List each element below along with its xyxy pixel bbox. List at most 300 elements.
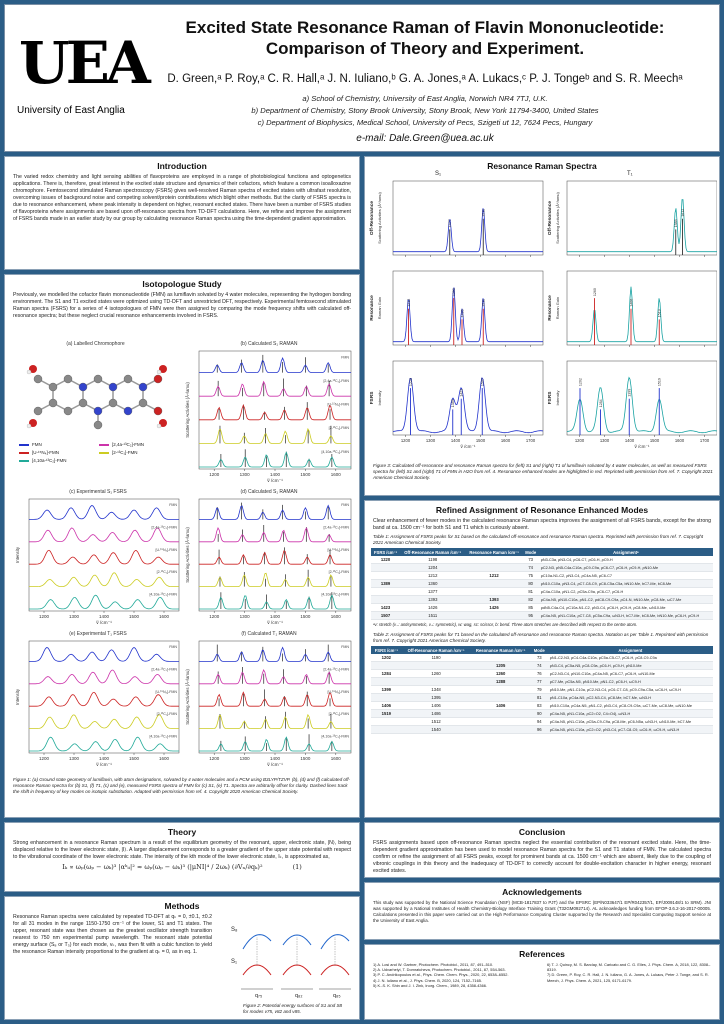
trace-label: [2,4a-¹³C₂]-FMN [151,525,177,530]
atom [94,375,102,383]
table-cell: 1426 [400,604,465,612]
table-cell [371,596,400,604]
isotope-title: Isotopologue Study [142,279,222,289]
x-tick-label: 1500 [128,614,140,619]
table-cell: 79 [531,686,548,694]
rr-peak-label: 1519 [657,378,662,387]
table-cell: 1202 [371,654,402,662]
x-tick-label: 1400 [98,756,110,761]
rr-peak-label: 1511 [481,208,486,217]
table-cell: 1406 [402,702,471,710]
table-row [371,726,713,734]
legend-swatch [99,444,109,446]
spectrum-trace [29,715,179,729]
rr-x-tick-label: 1700 [525,438,536,443]
x-tick-label: 1300 [239,472,250,477]
rr-peak-label: 1426 [460,309,465,318]
table1-header-0: FSRS /cm⁻¹ [371,548,400,556]
rr-spectrum-trace [393,378,543,433]
refs-panel [364,944,720,1020]
table-row [371,564,713,572]
rr-peak-label: 1284 [599,399,603,408]
table-row [371,702,713,710]
rr-spectrum-trace [393,208,543,251]
x-axis-label: ṽ /cm⁻¹ [267,479,283,483]
table2 [371,646,713,734]
table-cell: 1393 [400,596,465,604]
table-cell: ρC2-N3-C4, ρN10-C10a, ρC4a-N5, ρC6-C7, ρC6-H, ωN10-Me [548,670,713,678]
table-row [371,718,713,726]
ack-panel [364,882,720,940]
chromophore-figure [13,341,178,487]
table-cell [371,678,402,686]
table-cell: ρN3-C4, ρC5a-N5, ρC8-C9a, ρC6-H, ρC9-H, ρN10-Me [548,662,713,670]
affiliation-b: b) Department of Chemistry, Stony Brook University, Stony Brook, New York 11794-3400, United States [251,106,599,115]
spectrum-trace [199,573,351,586]
table-cell: 1512 [402,718,471,726]
table-cell [371,564,400,572]
table-cell: 1220 [371,556,400,564]
trace-label: FMN [341,355,349,360]
trace-label: [4,10a-¹³C₂]-FMN [321,592,349,597]
table-cell: 96 [531,726,548,734]
legend-item [99,450,169,455]
table-cell: 75 [523,572,539,580]
conclusion-title: Conclusion [518,827,566,837]
table-cell: 74 [531,662,548,670]
table-cell: ρN10-C10a, ρC4a-N5, ρN1-C2, ρN3-C4, ρC8-C9-C9a, ωC7-Me, ωC8-Me, ωN10-Me [548,702,713,710]
table-cell: 1284 [371,670,402,678]
table-cell: ρC4a-N5, ρN10-C10a, ρN1-C2, ρdC8-C9-C9a, ρC4-N, bN10-Me, ρC8-Me, ωC7-Me [539,596,713,604]
table-row [371,588,713,596]
x-tick-label: 1500 [128,756,140,761]
x-axis-label: ṽ /cm⁻¹ [96,763,112,767]
table-cell: 1486 [402,710,471,718]
table1-caption: Table 1: Assignment of FSRS peaks for S1 based on the calculated off-resonance and resonance Raman spectra. Reprinted with permission from ref. 7. Copyright 2021 American Chemical Society. [373,534,704,545]
table-cell: 1212 [400,572,465,580]
water-hydrogen [27,370,31,374]
trace-label: [U-¹⁵N₄]-FMN [155,547,177,552]
table-row [371,662,713,670]
exp-t1-fsrs [13,631,183,771]
rr-y-label: Intensity [555,390,560,406]
x-tick-label: 1600 [158,756,170,761]
s1-curve [321,965,349,975]
calc-s1-plot [183,347,355,483]
isotope-panel [4,274,360,818]
rr-peak-label: 1377 [448,219,453,228]
trace-label: [4,10a-¹³C₂]-FMN [149,592,177,597]
table-cell [371,718,402,726]
atom [64,375,72,383]
table1-header-1: Off-Resonance Raman /cm⁻¹ [400,548,465,556]
table-cell: 80 [523,580,539,588]
legend-item [19,458,89,463]
y-axis-label: Intensity [15,688,20,706]
trace-label: [2,4a-¹³C₂]-FMN [323,667,349,672]
table-cell: 1348 [402,686,471,694]
refined-title: Refined Assignment of Resonance Enhanced Modes [435,505,649,515]
logo-mark: UEA [19,29,147,97]
table-row [371,572,713,580]
table-row [371,654,713,662]
q85-label: q₈₅ [333,993,341,999]
table-cell [371,588,400,596]
y-axis-label: Scattering Activities (Å⁴/amu) [185,382,190,438]
table-cell: 1198 [400,556,465,564]
table-row [371,678,713,686]
table-cell [402,662,471,670]
panel-c-label: (c) Experimental S₁ FSRS [69,489,127,495]
methods-text: Resonance Raman spectra were calculated by repeated TD-DFT at qₖ = 0, ±0.1, ±0.2 for all 31 modes in the range 1150-1750 cm⁻¹ of the lower, S1 and T1 states. The upper, resonant state was then chosen as the greatest oscillator strength transition nearest to 750 nm experimental pump wavelength. The resonant state potential energy surface (S₈ or T₃) for each mode, vₖ, was then fit with a cubic function to yield the resonance Raman intensity proportional to the gradient at qₖ = 0, as in eq. 1. [13,914,212,955]
x-tick-label: 1300 [68,614,80,619]
atom [94,407,102,415]
rr-x-tick-label: 1300 [425,438,436,443]
atom [79,399,87,407]
affiliation-a: a) School of Chemistry, University of East Anglia, Norwich NR4 7TJ, U.K. [302,94,548,103]
table-cell: 1511 [400,612,465,620]
x-tick-label: 1400 [269,756,281,761]
rr-peak-label: 1399 [627,388,632,397]
rr-peak-label: 1612 [681,208,685,217]
table-cell: ρdN5-C4a-C4, ρC10a-N1-C2, ρN3-C4, ρC6-H, ρC9-H, ρC8-Me, ωN10-Me [539,604,713,612]
table1-note: ᵃν: stretch (ν₋: antisymmetric, ν₊: symmetric), w: wag, sc: scissor, b: bend. Three atom stretches are described with respect to the centre atom. [373,622,638,627]
reference-item: 7) D. Green, P. Roy, C. R. Hall, J. N. Iuliano, G. A. Jones, A. Lukacs, Peter J. Tonge, and S. R. Meech, J. Phys. Chem. A, 2021, 125, 6171-6179. [547,972,709,983]
table1-header-2: Resonance Raman /cm⁻¹ [465,548,522,556]
legend-label: [2-¹³C₁]-FMN [112,450,138,455]
trace-label: [U-¹⁵N₄]-FMN [327,689,349,694]
trace-label: [U-¹⁵N₄]-FMN [327,547,349,552]
spectrum-trace [29,506,179,520]
legend-item [19,450,89,455]
equation-row [5,863,359,871]
table-cell [465,588,522,596]
title-line-2: Comparison of Theory and Experiment. [265,39,585,58]
legend-swatch [19,460,29,462]
x-tick-label: 1600 [330,472,341,477]
theory-panel [4,822,360,892]
table-row [371,612,713,620]
s1-label: S₁ [231,959,238,965]
s1-curve [243,965,271,975]
rr-plot-frame [567,181,717,255]
rr-plot-frame [393,361,543,435]
x-tick-label: 1300 [239,756,250,761]
table-row [371,556,713,564]
table1 [371,548,713,620]
intro-text: The varied redox chemistry and light sensing abilities of flavoproteins are employed in a range of photobiological functions and optogenetics applications. There is, therefore, great interest in the excited state structure and dynamics of their cofactors, which feature a common isoalloxazine chromophore. Femtosecond stimulated Raman spectroscopy (FSRS) gives well-resolved Raman spectra of excited states with ultrafast resolution, overcoming issues of background noise and competing solvent/protein contributions which blight other methods. But the clarity of FSRS spectra is due to resonance enhancement, where peak intensity is dependent on higher, resonant excited states. There have been a number of FSRS studies of flavoproteins where assignments are based upon off-resonance spectra from TD-DFT calculations. Here, we refine and improve the assignment of FSRS bands made in an earlier study by our group by calculating resonance Raman spectra using the time-dependent gradient approximation. [13,174,351,222]
rr-x-tick-label: 1600 [674,438,685,443]
table-cell: 1389 [371,580,400,588]
atom [64,407,72,415]
rr-spectrum-trace [567,378,717,433]
ack-title: Acknowledgements [502,887,582,897]
x-tick-label: 1200 [209,472,220,477]
rr-plot-frame [393,271,543,345]
atom [49,399,57,407]
rr-x-tick-label: 1200 [400,438,411,443]
reference-item: 6) T. J. Quincy, M. S. Barclay, M. Caricato and C. G. Elles, J. Phys. Chem. A, 2018, 122, 8308–8319. [547,962,711,973]
table-cell: 1399 [371,686,402,694]
conclusion-text: FSRS assignments based upon off-resonance Raman spectra neglect the essential contribution of the resonant excited state. Here, the time-dependent gradient approximation has been used to model resonance Raman spectra for the S1 and T1 states of FMN. The calculated spectra confirm or refine the assignment of all FSRS peaks, except for prominent bands at ca. 1500 cm⁻¹ which are absent, likely due to the coupling of vibronic couplings in this theory and the inadequacy of TD-DFT to correctly account for double-excitation character in higher energy, resonant excited states. [373,840,711,874]
rr-x-tick-label: 1200 [574,438,585,443]
table-cell: ρC7-Me, ρC5a-N5, ρN10-Me, ρN1-C2, ρC6-H, ωC9-H [548,678,713,686]
intro-panel [4,156,360,270]
rr-plot-frame [567,361,717,435]
table-cell: 1507 [371,612,400,620]
table-cell [465,564,522,572]
conclusion-panel [364,822,720,878]
table-cell: 1260 [402,670,471,678]
spectrum-trace [29,528,179,542]
x-tick-label: 1400 [269,614,281,619]
reference-item: 3) P. C. Andrikopoulos et al., Phys. Chem. Chem. Phys., 2020, 22, 6538–6552. [373,972,509,978]
x-tick-label: 1300 [68,756,80,761]
table-cell: ρC4a-C10a, ρN1-C2, ρC5a-C9a, ρC6-C7, ρC6-H [539,588,713,596]
spectrum-trace [29,648,179,662]
x-tick-label: 1500 [300,472,311,477]
methods-title: Methods [164,901,200,911]
atom [154,375,162,383]
rr-peak-label: 1585 [674,219,679,228]
table-cell [371,726,402,734]
reference-item: 5) K.-S. K. Shin and J. I. Zink, Inorg. Chem., 1989, 28, 4358-4366. [373,982,487,988]
isotope-legend [13,442,178,463]
atom [139,383,147,391]
panel-e-label: (e) Experimental T₁ FSRS [69,631,127,637]
spectrum-trace [199,528,351,542]
rr-y-label: Scattering Activities (Å⁴/amu) [377,192,382,244]
rr-spectra-plot [369,179,717,459]
table-cell: ρN10-Me, ρN1-C10a, ρC2-N3-C4, ρC6-C7-C8, ρC9-C9a-C5a, ωC6-H, ωC9-H [548,686,713,694]
water-hydrogen [157,424,161,428]
atom [34,407,42,415]
isotope-text: Previously, we modelled the cofactor flavin mononucleotide (FMN) as lumiflavin solvated by 4 water molecules, representing the hydrogen bonding environment. The S1 and T1 excited states were optimized using TD-DFT and unrestricted DFT, respectively. Experimental femtosecond stimulated Raman spectra (FSRS) for a series of 4 isotopologues of FMN were then assigned by comparing the mode frequency shifts with calculated off-resonance spectra; but these neglect crucial resonance enhancements involved in FSRS. [13,292,351,319]
refined-text: Clear enhancement of fewer modes in the calculated resonance Raman spectra improves the assignment of all FSRS bands, except for the strong band at ca. 1500 cm⁻¹ for both S1 and T1 which is curiously absent. [373,518,711,531]
x-axis-label: ṽ /cm⁻¹ [267,621,283,625]
affiliation-c: c) Department of Biophysics, Medical School, University of Pecs, Szigeti ut 12, 7624 Pecs, Hungary [257,118,593,127]
legend-label: [2,4a-¹³C₂]-FMN [112,442,144,447]
table-cell: 1212 [465,572,522,580]
table-cell: 1395 [402,694,471,702]
table-cell: 1377 [400,588,465,596]
table-cell [371,694,402,702]
trace-label: [4,10a-¹³C₂]-FMN [321,449,349,454]
trace-label: [U-¹⁵N₄]-FMN [327,402,349,407]
legend-item [19,442,89,447]
table-cell: 95 [523,612,539,620]
trace-label: [2,4a-¹³C₂]-FMN [323,525,349,530]
water-hydrogen [157,370,161,374]
table-cell: 1406 [371,702,402,710]
trace-label: FMN [169,644,177,649]
table-cell [402,678,471,686]
rr-peak-label: 1519 [657,309,662,318]
q75-label: q₇₅ [255,993,263,999]
rr-row-label: FSRS [548,391,553,405]
rr-y-label: Intensity [377,390,382,406]
rr-row-label: Off-Resonance [548,200,553,236]
figure3-caption: Figure 3: Calculated off-resonance and resonance Raman spectra for (left) S1 and (right) T1 of lumiflavin solvated by 4 water molecules, as well as measured FSRS spectra for (left) S1 and (right) T1 of FMN in H2O from ref. 4. Resonance enhanced modes are highlighted in red. Reprinted with permission from ref. 7. Copyright 2021 American Chemical Society. [373,463,713,480]
table-cell: ρN1-C10a, ρC4a-N5, ρC2-N3-C4, ρC8-Me, bC7-Me, ωN3-H [548,694,713,702]
pes-figure [227,915,357,999]
rr-peak-label: 1406 [629,298,634,307]
x-tick-label: 1600 [158,614,170,619]
spectrum-trace [29,670,179,684]
table-cell: ρN1-C2-N3, ρC4-C4a-C10a, ρC5a-C5-C7, ρC6-H, ρC8-C9-C9a [548,654,713,662]
calc-s1-raman-b [183,341,355,487]
table-cell: ρC2-N3, ρN5-C4a-C10a, ρC9-C9a, ρC6-C7, ρC6-H, ρC9-H, ρN10-Me [539,564,713,572]
table-cell: 1288 [470,678,530,686]
table-cell [470,726,530,734]
y-axis-label: Scattering Activities (Å⁴/amu) [185,527,190,583]
x-tick-label: 1600 [330,756,341,761]
affiliations [145,93,705,129]
table2-caption: Table 2: Assignment of FSRS peaks for T1 based on the calculated off-resonance and resonance Raman spectra. Notation as per Table 1. Reprinted with permission from ref. 7. Copyright 2021 American Chemical Society. [373,632,709,643]
figure1-caption: Figure 1: (a) Ground state geometry of lumiflavin, with atom designations, solvated by 4 water molecules and a PCM using B3LYP/TZVP. (b), (d) and (f) calculated off-resonance Raman spectra for (b) S1, (f) T1, (c) and (e), measured FSRS spectra of FMN for (c) S1, (e) T1. Spectra are arbitrarily offset for clarity. Dashed lines track the shift in frequency of key modes on isotopic substitution. Adapted with permission from ref. 4. Copyright 2020 American Chemical Society. [13,777,351,794]
table-cell: 1519 [371,710,402,718]
rr-x-tick-label: 1400 [624,438,635,443]
logo-text: University of East Anglia [17,105,125,116]
calc-t1-plot [183,637,355,767]
table-cell: ρC4a-N5, ρN1-C10a, ρC2=O2, C4=O4), ωN3-H [548,710,713,718]
table-cell: ρC4a-N5, ρN1-C10a, ρC2=O2, ρN3-C4, ρC7-C8-C9, ωC6-H, ωC9-H, ωN3-H [548,726,713,734]
title-line-1: Excited State Resonance Raman of Flavin Mononucleotide: [185,18,665,37]
table-cell [470,718,530,726]
atom [49,383,57,391]
reference-item: 2) A. Udvarhelyi, T. Domratcheva, Photochem. Photobiol., 2011, 87, 554-563. [373,967,506,973]
trace-label: FMN [341,644,349,649]
rr-plot-frame [567,271,717,345]
x-tick-label: 1600 [330,614,341,619]
email: e-mail: Dale.Green@uea.ac.uk [356,133,494,144]
methods-panel [4,896,360,1020]
table-cell [371,572,400,580]
exp-s1-fsrs [13,489,183,629]
table-cell [470,686,530,694]
table2-header-4: Assignment [548,646,713,654]
table-cell: 1393 [465,596,522,604]
trace-label: [4,10a-¹³C₂]-FMN [149,734,177,739]
calc-s1-raman-d [183,489,355,629]
x-tick-label: 1300 [239,614,250,619]
rr-spectrum-trace [567,200,717,252]
table-cell: 81 [531,694,548,702]
rr-y-label: Raman Gain [555,296,560,320]
trace-label: [U-¹⁵N₄]-FMN [155,689,177,694]
table-cell: 90 [531,710,548,718]
table-cell [465,556,522,564]
table2-header-3: Mode [531,646,548,654]
table-row [371,694,713,702]
table-row [371,580,713,588]
table-row [371,686,713,694]
trace-label: [4,10a-¹³C₂]-FMN [321,734,349,739]
panel-b-label: (b) Calculated S₁ RAMAN [240,341,298,347]
poster-header [4,4,720,152]
rr-x-label: ṽ /cm⁻¹ [460,444,476,449]
intro-title: Introduction [157,161,207,171]
rr-peak-label: 1212 [407,298,411,307]
x-tick-label: 1200 [38,756,50,761]
refs-title: References [519,949,565,959]
trace-label: FMN [169,502,177,507]
table1-wrap [365,548,719,620]
y-axis-label: Intensity [15,546,20,564]
table2-header-1: Off-Resonance Raman /cm⁻¹ [402,646,471,654]
exp-s1-plot [13,495,183,625]
table-cell: 81 [523,588,539,596]
x-tick-label: 1500 [300,756,311,761]
rr-spectrum-trace [567,287,717,342]
atom [139,399,147,407]
legend-label: [U-¹⁵N₄]-FMN [32,450,59,455]
atom [34,375,42,383]
x-tick-label: 1400 [98,614,110,619]
rr-spectrum-trace [393,288,543,342]
x-tick-label: 1200 [209,614,220,619]
rr-x-tick-label: 1600 [500,438,511,443]
rr-row-label: Resonance [370,295,375,321]
table-cell: 76 [531,670,548,678]
panel-f-label: (f) Calculated T₁ RAMAN [241,631,297,637]
table-cell: 1423 [371,604,400,612]
rr-peak-label: 1423 [459,388,464,397]
rr-x-tick-label: 1300 [599,438,610,443]
table-cell: ρN10-C10a, ρN3-C4, ρC7-C8-C9, ρC8-C5a-C5a, bN10-Me, bC7-Me, bC8-Me [539,580,713,588]
table2-wrap [365,646,719,734]
atom [79,383,87,391]
legend-swatch [19,452,29,454]
table-cell: 73 [523,556,539,564]
trace-label: [2-¹³C₁]-FMN [328,712,349,717]
rr-peak-label: 1389 [451,399,456,408]
table-row [371,596,713,604]
atom [109,399,117,407]
table-cell: 1540 [402,726,471,734]
reference-item: 4) J. N. Iuliano et al., J. Phys. Chem. B, 2020, 124, 7152–7165. [373,977,483,983]
equation-number: (1) [292,863,302,871]
spectrum-trace [29,573,179,587]
spectrum-trace [199,715,351,729]
rr-plot-frame [393,181,543,255]
table-row [371,710,713,718]
table-cell: ρC4a-N5, ρN1-C10a, ρC5a-C9-C9a, ρC8-Me, ρC6-N5a, ωN3-H, ωN10-Me, bC7-Me [548,718,713,726]
theory-title: Theory [167,827,197,837]
x-tick-label: 1500 [300,614,311,619]
rr-x-tick-label: 1700 [699,438,710,443]
uea-logo [15,25,147,135]
legend-swatch [19,444,29,446]
table-cell [470,654,530,662]
atom [124,407,132,415]
atom [154,407,162,415]
table-cell: 1260 [470,670,530,678]
chromophore-structure [13,347,178,437]
table-cell [465,580,522,588]
table-cell: 1204 [400,564,465,572]
table-row [371,604,713,612]
spectrum-trace [199,670,351,684]
table-cell: 1205 [470,662,530,670]
trace-label: [2-¹³C₁]-FMN [156,570,177,575]
calc-t1-raman [183,631,355,771]
x-tick-label: 1200 [209,756,220,761]
figure2-caption: Figure 2: Potential energy surfaces of S1 and S8 for modes v75, v82 and v85. [243,1003,343,1014]
rr-title: Resonance Raman Spectra [487,161,597,171]
spectrum-trace [199,551,351,564]
table-cell: 82 [523,596,539,604]
